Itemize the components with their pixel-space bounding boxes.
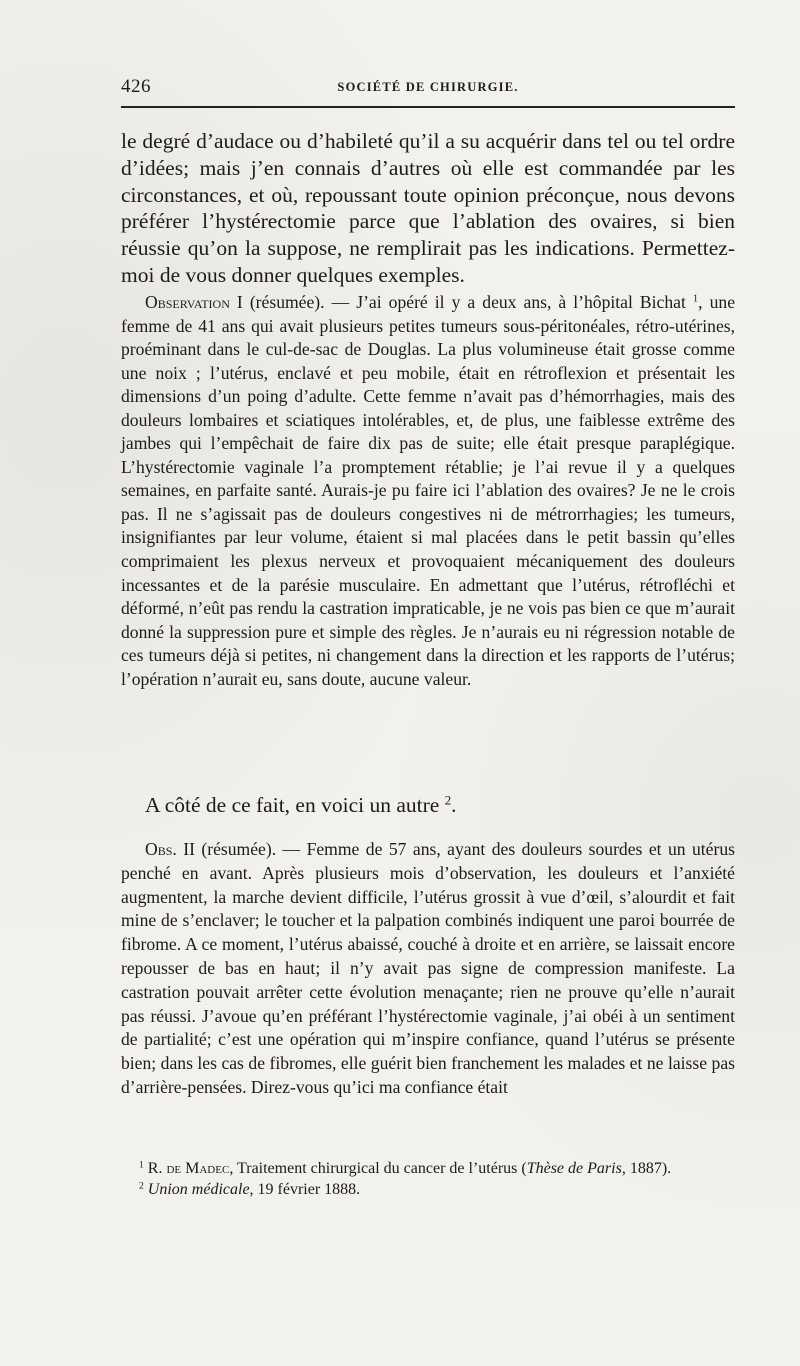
observation-2-paragraph xyxy=(121,838,735,1100)
footnote-2-marker: 2 xyxy=(139,1180,144,1192)
observation-1-body: , une femme de 41 ans qui avait plusieurs petites tumeurs sous-péritonéales, rétro-utérines, proéminant dans le cul-de-sac de Douglas. La plus volumineuse était grosse comme une noix ; l’utérus, enclavé et peu mobile, était en rétroflexion et présentait les dimensions d’un poing d’adulte. Cette femme n’avait pas d’hémorrhagies, mais des douleurs lombaires et sciatiques intolérables, et, de plus, une faiblesse extrême des jambes qui l’empêchait de faire dix pas de suite; elle était presque paraplégique. L’hystérectomie vaginale l’a promptement rétablie; je l’ai revue il y a quelques semaines, en parfaite santé. Aurais-je pu faire ici l’ablation des ovaires? Je ne le crois pas. Il ne s’agissait pas de douleurs congestives ni de métrorrhagies; les tumeurs, insignifiantes par leur volume, étaient si mal placées dans le petit bassin qu’elles comprimaient les plexus nerveux et provoquaient mécaniquement des douleurs incessantes et de la parésie musculaire. En admettant que l’utérus, rétrofléchi et déformé, n’eût pas rendu la castration impraticable, je ne vois pas bien ce que m’aurait donné la suppression pure et simple des règles. Je n’aurais eu ni régression notable de ces tumeurs déjà si petites, ni changement dans la direction et les rapports de l’utérus; l’opération n’aurait eu, sans doute, aucune valeur. xyxy=(121,292,735,689)
footnote-ref-1: 1 xyxy=(692,293,699,305)
footnote-1-author: de Madec xyxy=(166,1160,230,1177)
observation-2-label: Obs. xyxy=(145,839,177,859)
transition-end: . xyxy=(451,793,457,817)
observation-1-lead: I (résumée). — J’ai opéré il y a deux ans, à l’hôpital Bichat xyxy=(229,292,693,312)
footnote-1-marker: 1 xyxy=(139,1159,144,1171)
footnote-1-text: , Traitement chirurgical du cancer de l’utérus ( xyxy=(229,1160,527,1177)
transition-paragraph xyxy=(121,792,735,818)
footnote-2 xyxy=(121,1179,735,1200)
intro-paragraph xyxy=(121,128,735,289)
header-rule xyxy=(121,106,735,108)
footnote-1-initial: R. xyxy=(143,1160,167,1177)
footnotes xyxy=(121,1158,735,1200)
observation-2-body: II (résumée). — Femme de 57 ans, ayant des douleurs sourdes et un utérus penché en avant. Après plusieurs mois d’observation, les douleurs et l’anxiété augmentent, la marche devient difficile, l’utérus grossit à vue d’œil, s’alourdit et fait mine de s’enclaver; le toucher et la palpation combinés indiquent une paroi bourrée de fibrome. A ce moment, l’utérus abaissé, couché à droite et en arrière, se laissait encore repousser de bas en haut; il n’y avait pas signe de compression manifeste. La castration pouvait arrêter cette évolution menaçante; rien ne prouve qu’elle n’aurait pas réussi. J’avoue qu’en préférant l’hystérectomie vaginale, j’ai obéi à un sentiment de partialité; c’est une opération qui m’inspire confiance, quand l’utérus se présente bien; dans les cas de fibromes, elle guérit bien franchement les malades et ne laisse pas d’arrière-pensées. Direz-vous qu’ici ma confiance était xyxy=(121,839,735,1097)
footnote-1 xyxy=(121,1158,735,1179)
footnote-2-italic: Union médicale xyxy=(147,1181,250,1198)
footnote-1-italic: Thèse de Paris xyxy=(526,1160,622,1177)
running-head: SOCIÉTÉ DE CHIRURGIE. xyxy=(337,80,519,94)
intro-text: le degré d’audace ou d’habileté qu’il a su acquérir dans tel ou tel ordre d’idées; mais j’en connais d’autres où elle est commandée par les circonstances, et où, repoussant toute opinion préconçue, nous devons préférer l’hystérectomie parce que l’ablation des ovaires, si bien réussie qu’on la suppose, ne remplirait pas les indications. Permettez-moi de vous donner quelques exemples. xyxy=(121,129,735,287)
page-number: 426 xyxy=(121,76,151,97)
observation-1-paragraph xyxy=(121,291,735,691)
footnote-ref-2: 2 xyxy=(444,793,452,808)
footnote-1-end: , 1887). xyxy=(621,1160,672,1177)
observation-1-label: Observation xyxy=(145,292,230,312)
page-header xyxy=(121,76,735,100)
transition-text: A côté de ce fait, en voici un autre xyxy=(145,793,445,817)
footnote-2-end: , 19 février 1888. xyxy=(249,1181,361,1198)
